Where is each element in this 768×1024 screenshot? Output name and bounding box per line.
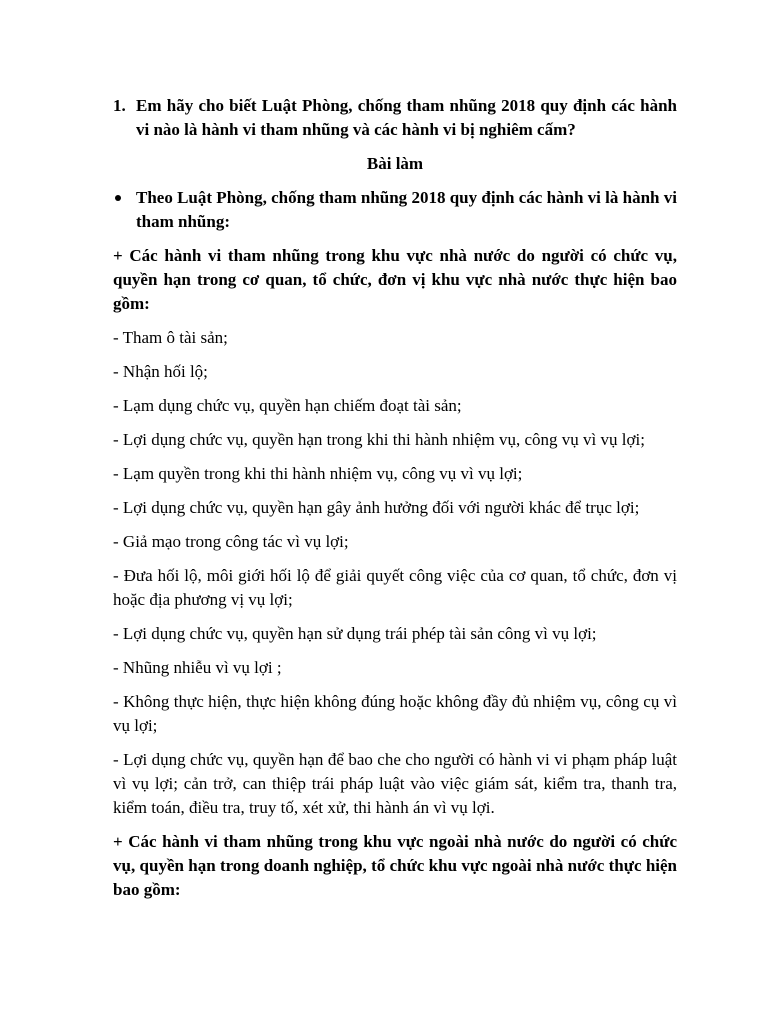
list-item: - Lợi dụng chức vụ, quyền hạn gây ảnh hưởng đối với người khác để trục lợi;: [113, 498, 640, 517]
list-item: - Nhũng nhiễu vì vụ lợi ;: [113, 658, 282, 677]
question-text: Em hãy cho biết Luật Phòng, chống tham nhũng 2018 quy định các hành vi nào là hành vi tham nhũng và các hành vi bị nghiêm cấm?: [136, 96, 677, 139]
list-item: - Lợi dụng chức vụ, quyền hạn để bao che cho người có hành vi vi phạm pháp luật vì vụ lợi; cản trở, can thiệp trái pháp luật vào việc giám sát, kiểm tra, thanh tra, kiểm toán, điều tra, truy tố, xét xử, thi hành án vì vụ lợi.: [113, 750, 677, 817]
list-item: - Giả mạo trong công tác vì vụ lợi;: [113, 532, 349, 551]
list-item: - Không thực hiện, thực hiện không đúng hoặc không đầy đủ nhiệm vụ, công cụ vì vụ lợi;: [113, 692, 677, 735]
question-number: 1.: [113, 96, 126, 115]
answer-heading: Bài làm: [366, 154, 424, 173]
bullet-text: Theo Luật Phòng, chống tham nhũng 2018 quy định các hành vi là hành vi tham nhũng:: [136, 188, 677, 231]
list-item: - Tham ô tài sản;: [113, 328, 228, 347]
question: [113, 94, 677, 142]
section1-title: + Các hành vi tham nhũng trong khu vực nhà nước do người có chức vụ, quyền hạn trong cơ quan, tổ chức, đơn vị khu vực nhà nước thực hiện bao gồm:: [113, 246, 677, 313]
document-page: [113, 94, 677, 902]
bullet-intro: [113, 186, 677, 234]
section2-title: + Các hành vi tham nhũng trong khu vực ngoài nhà nước do người có chức vụ, quyền hạn trong doanh nghiệp, tổ chức khu vực ngoài nhà nước thực hiện bao gồm:: [113, 832, 677, 899]
bullet-dot-icon: [113, 186, 136, 234]
list-item: - Nhận hối lộ;: [113, 362, 208, 381]
list-item: - Lợi dụng chức vụ, quyền hạn sử dụng trái phép tài sản công vì vụ lợi;: [113, 624, 597, 643]
list-item: - Lạm quyền trong khi thi hành nhiệm vụ, công vụ vì vụ lợi;: [113, 464, 523, 483]
list-item: - Lạm dụng chức vụ, quyền hạn chiếm đoạt tài sản;: [113, 396, 462, 415]
list-item: - Đưa hối lộ, môi giới hối lộ để giải quyết công việc của cơ quan, tổ chức, đơn vị hoặc địa phương vị vụ lợi;: [113, 566, 677, 609]
list-item: - Lợi dụng chức vụ, quyền hạn trong khi thi hành nhiệm vụ, công vụ vì vụ lợi;: [113, 430, 645, 449]
